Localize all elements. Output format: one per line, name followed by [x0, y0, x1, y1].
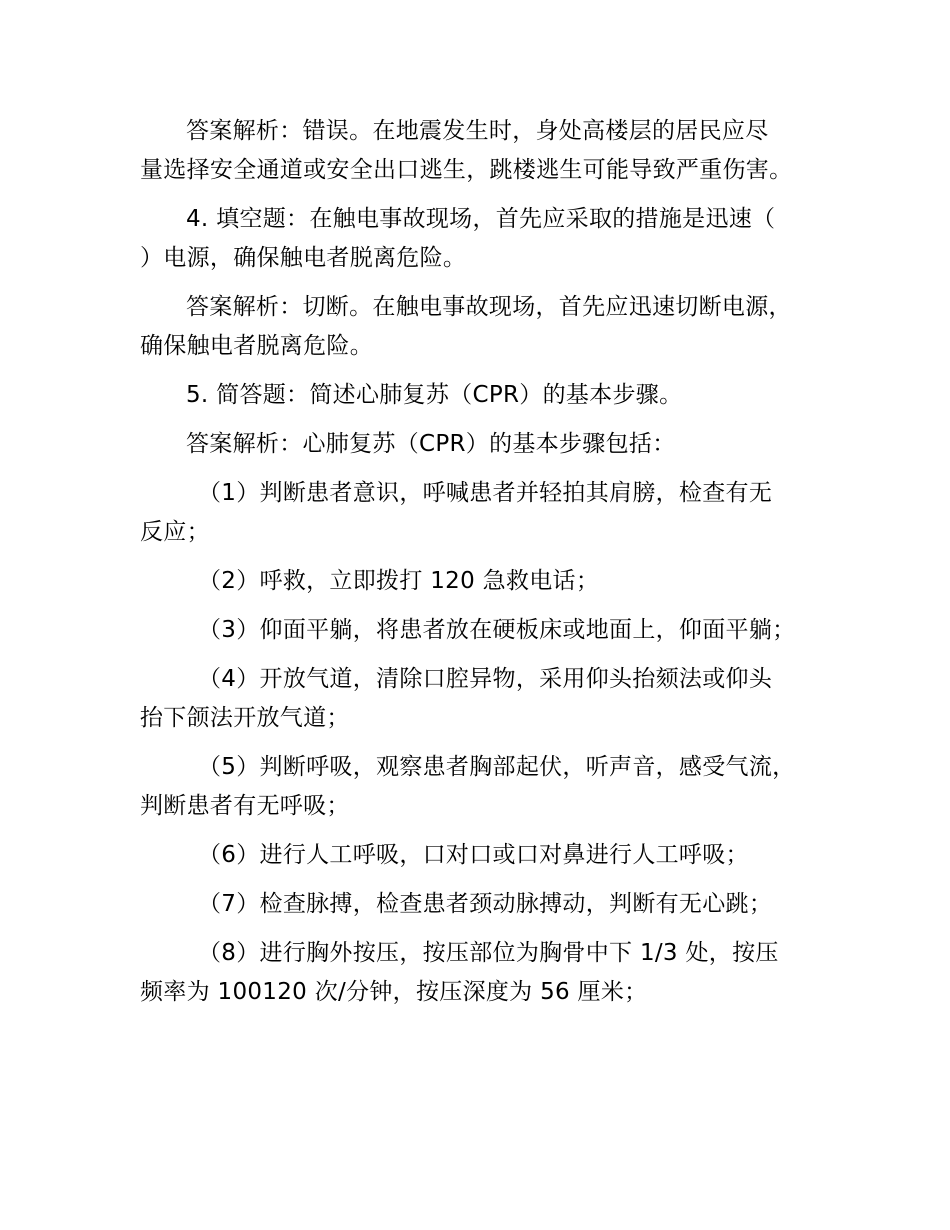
- text-line: 判断患者有无呼吸；: [140, 793, 350, 819]
- text-line: 频率为 100120 次/分钟，按压深度为 56 厘米；: [140, 979, 648, 1005]
- text-line: （6）进行人工呼吸，口对口或口对鼻进行人工呼吸；: [198, 842, 749, 868]
- question-paragraph: [140, 200, 820, 278]
- text-line: 量选择安全通道或安全出口逃生，跳楼逃生可能导致严重伤害。: [140, 157, 793, 183]
- text-line: 4. 填空题：在触电事故现场，首先应采取的措施是迅速（: [186, 206, 776, 232]
- text-line: 答案解析：切断。在触电事故现场，首先应迅速切断电源，: [186, 294, 792, 320]
- cpr-step-paragraph: [140, 748, 820, 826]
- cpr-step-paragraph: [140, 474, 820, 552]
- document-body: [140, 112, 820, 1012]
- question-paragraph: [140, 376, 820, 415]
- answer-paragraph: [140, 112, 820, 190]
- cpr-step-paragraph: [140, 934, 820, 1012]
- text-line: 5. 简答题：简述心肺复苏（CPR）的基本步骤。: [186, 382, 683, 408]
- text-line: 答案解析：错误。在地震发生时，身处高楼层的居民应尽: [186, 118, 769, 144]
- cpr-step-paragraph: [140, 562, 820, 601]
- text-line: 反应；: [140, 519, 210, 545]
- text-line: （5）判断呼吸，观察患者胸部起伏，听声音，感受气流，: [198, 754, 796, 780]
- text-line: （7）检查脉搏，检查患者颈动脉搏动，判断有无心跳；: [198, 891, 773, 917]
- text-line: （3）仰面平躺，将患者放在硬板床或地面上，仰面平躺；: [198, 617, 796, 643]
- text-line: 答案解析：心肺复苏（CPR）的基本步骤包括：: [186, 431, 676, 457]
- cpr-step-paragraph: [140, 611, 820, 650]
- text-line: （2）呼救，立即拨打 120 急救电话；: [198, 568, 600, 594]
- cpr-step-paragraph: [140, 660, 820, 738]
- cpr-step-paragraph: [140, 885, 820, 924]
- text-line: ）电源，确保触电者脱离危险。: [140, 245, 467, 271]
- text-line: （8）进行胸外按压，按压部位为胸骨中下 1/3 处，按压: [198, 940, 779, 966]
- text-line: 确保触电者脱离危险。: [140, 333, 373, 359]
- cpr-step-paragraph: [140, 836, 820, 875]
- text-line: 抬下颌法开放气道；: [140, 705, 350, 731]
- text-line: （4）开放气道，清除口腔异物，采用仰头抬颏法或仰头: [198, 666, 773, 692]
- answer-paragraph: [140, 288, 820, 366]
- answer-paragraph: [140, 425, 820, 464]
- text-line: （1）判断患者意识，呼喊患者并轻拍其肩膀，检查有无: [198, 480, 773, 506]
